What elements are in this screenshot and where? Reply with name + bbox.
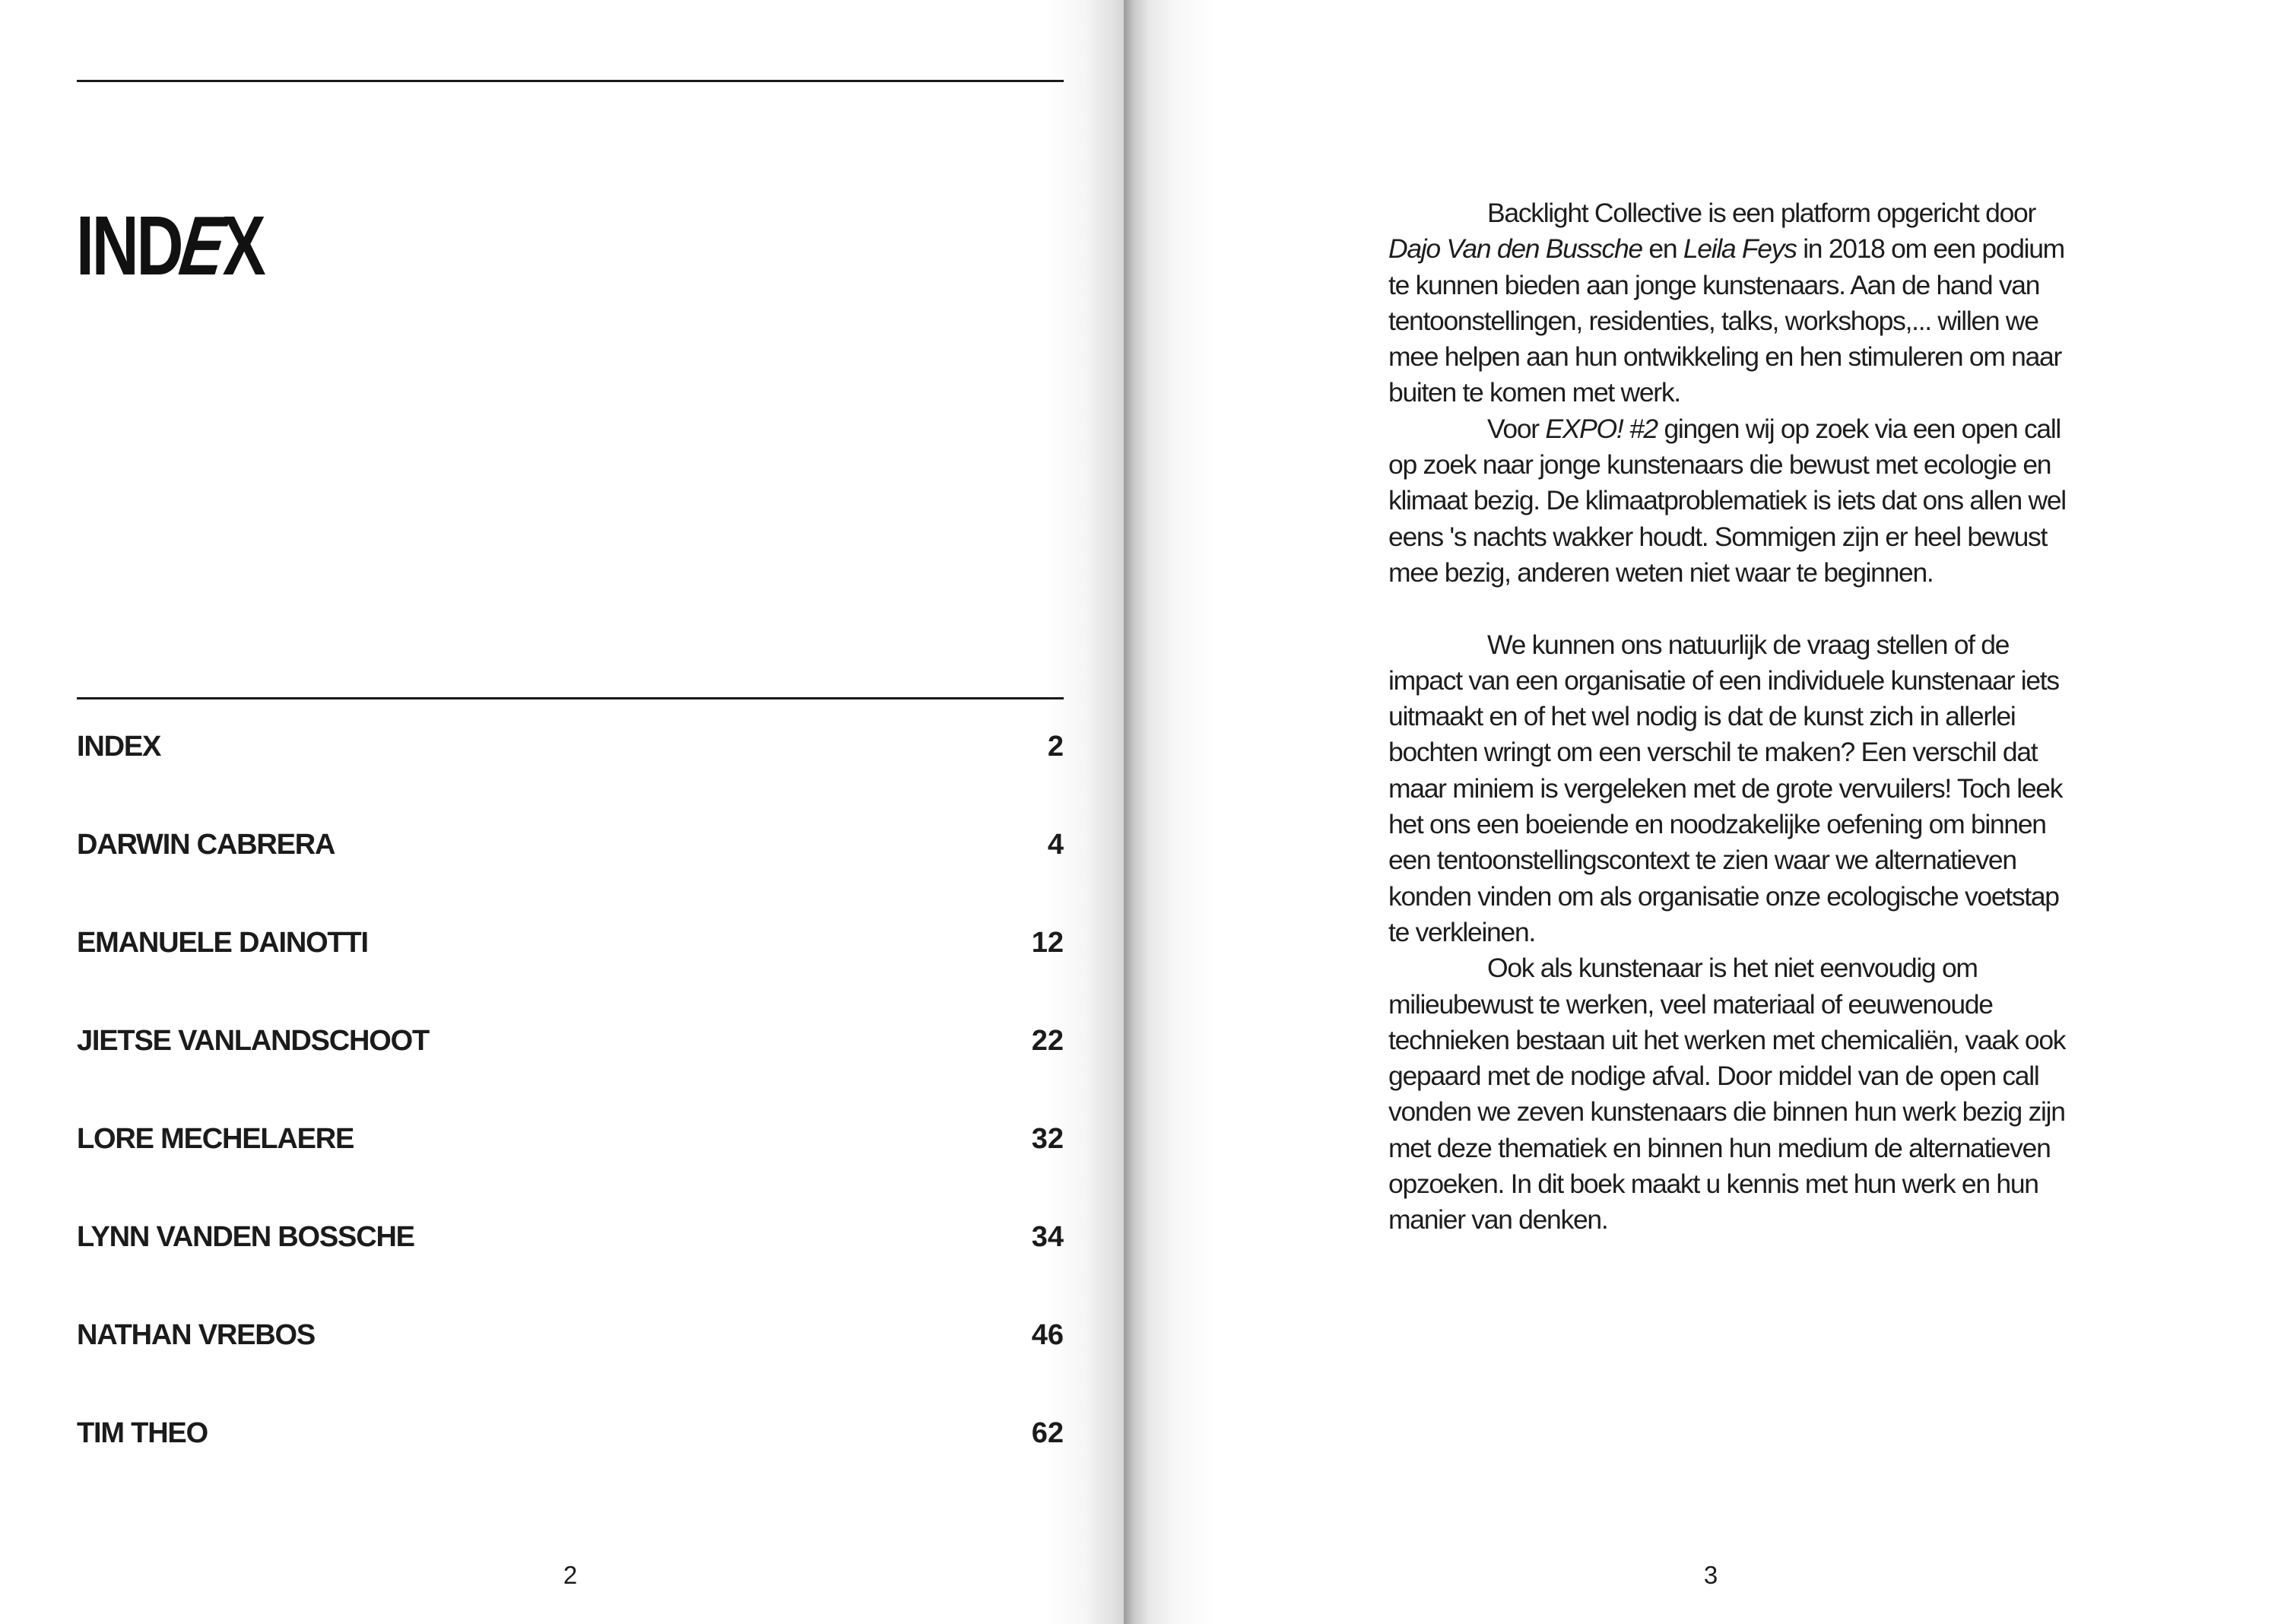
index-heading-emphasis: E xyxy=(175,199,230,293)
toc-entry-page: 32 xyxy=(1031,1123,1064,1155)
toc-entry-name: INDEX xyxy=(77,731,161,763)
toc-entry-name: DARWIN CABRERA xyxy=(77,829,335,861)
intro-paragraph-3: We kunnen ons natuurlijk de vraag stellen of de impact van een organisatie of een individuele kunstenaar iets uitmaakt en of het wel nodig is dat de kunst zich in allerlei bochten wringt om een verschil te maken? Een verschil dat maar miniem is vergeleken met de grote vervuilers! Toch leek het ons een boeiende en noodzakelijke oefening om binnen een tentoonstellingscontext te zien waar we alternatieven konden vinden om als organisatie onze ecologische voetstap te verkleinen. xyxy=(1388,629,2063,947)
toc-row-tim-theo xyxy=(77,1410,1064,1508)
introduction-text xyxy=(1388,195,2073,1239)
top-rule xyxy=(77,80,1064,82)
toc-rule xyxy=(77,697,1064,699)
intro-p1-text-b: en xyxy=(1642,233,1683,265)
intro-paragraph-2 xyxy=(1388,411,2073,591)
toc-entry-name: LYNN VANDEN BOSSCHE xyxy=(77,1221,414,1253)
index-heading-start: IND xyxy=(76,199,182,293)
toc-entry-name: EMANUELE DAINOTTI xyxy=(77,927,368,959)
intro-paragraph-1 xyxy=(1388,195,2073,411)
page-number-right: 3 xyxy=(1703,1561,1718,1589)
toc-entry-name: LORE MECHELAERE xyxy=(77,1123,354,1155)
toc-entry-page: 22 xyxy=(1031,1025,1064,1057)
expo-title: EXPO! #2 xyxy=(1545,413,1658,444)
toc-entry-page: 12 xyxy=(1031,927,1064,959)
toc-entry-name: JIETSE VANLANDSCHOOT xyxy=(77,1025,430,1057)
toc-entry-name: NATHAN VREBOS xyxy=(77,1319,316,1351)
toc-row-lore-mechelaere xyxy=(77,1116,1064,1214)
intro-p1-text-c: in 2018 om een podium te kunnen bieden aan jonge kunstenaars. Aan de hand van tentoonstellingen, residenties, talks, workshops,... willen we mee helpen aan hun ontwikkeling en hen stimuleren om naar buiten te komen met werk. xyxy=(1388,233,2064,408)
toc-entry-page: 2 xyxy=(1047,731,1064,763)
intro-p2-text-a: Voor xyxy=(1487,413,1546,444)
table-of-contents xyxy=(77,724,1064,1508)
toc-row-emanuele-dainotti xyxy=(77,920,1064,1018)
toc-row-jietse-vanlandschoot xyxy=(77,1018,1064,1116)
index-heading xyxy=(76,201,264,292)
toc-row-index xyxy=(77,724,1064,822)
intro-paragraph-4: Ook als kunstenaar is het niet eenvoudig om milieubewust te werken, veel materiaal of eeuwenoude technieken bestaan uit het werken met chemicaliën, vaak ook gepaard met de nodige afval. Door middel van de open call vonden we zeven kunstenaars die binnen hun werk bezig zijn met deze thematiek en binnen hun medium de alternatieven opzoeken. In dit boek maakt u kennis met hun werk en hun manier van denken. xyxy=(1388,953,2066,1235)
toc-row-nathan-vrebos xyxy=(77,1312,1064,1410)
founder-name-1: Dajo Van den Bussche xyxy=(1388,233,1642,265)
left-page xyxy=(0,0,1124,1624)
intro-p1-text-a: Backlight Collective is een platform opgericht door xyxy=(1487,198,2036,228)
founder-name-2: Leila Feys xyxy=(1683,233,1797,265)
intro-p2-text-b: gingen wij op zoek via een open call op zoek naar jonge kunstenaars die bewust met ecologie en klimaat bezig. De klimaatproblematiek is iets dat ons allen wel eens 's nachts wakker houdt. Sommigen zijn er heel bewust mee bezig, anderen weten niet waar te beginnen. xyxy=(1388,413,2066,588)
toc-entry-page: 4 xyxy=(1047,829,1064,861)
toc-entry-name: TIM THEO xyxy=(77,1417,208,1449)
toc-entry-page: 62 xyxy=(1031,1417,1064,1449)
index-heading-end: X xyxy=(222,199,264,293)
page-number-left: 2 xyxy=(563,1561,578,1589)
toc-entry-page: 46 xyxy=(1031,1319,1064,1351)
toc-entry-page: 34 xyxy=(1031,1221,1064,1253)
toc-row-lynn-vanden-bossche xyxy=(77,1214,1064,1312)
toc-row-darwin-cabrera xyxy=(77,822,1064,920)
